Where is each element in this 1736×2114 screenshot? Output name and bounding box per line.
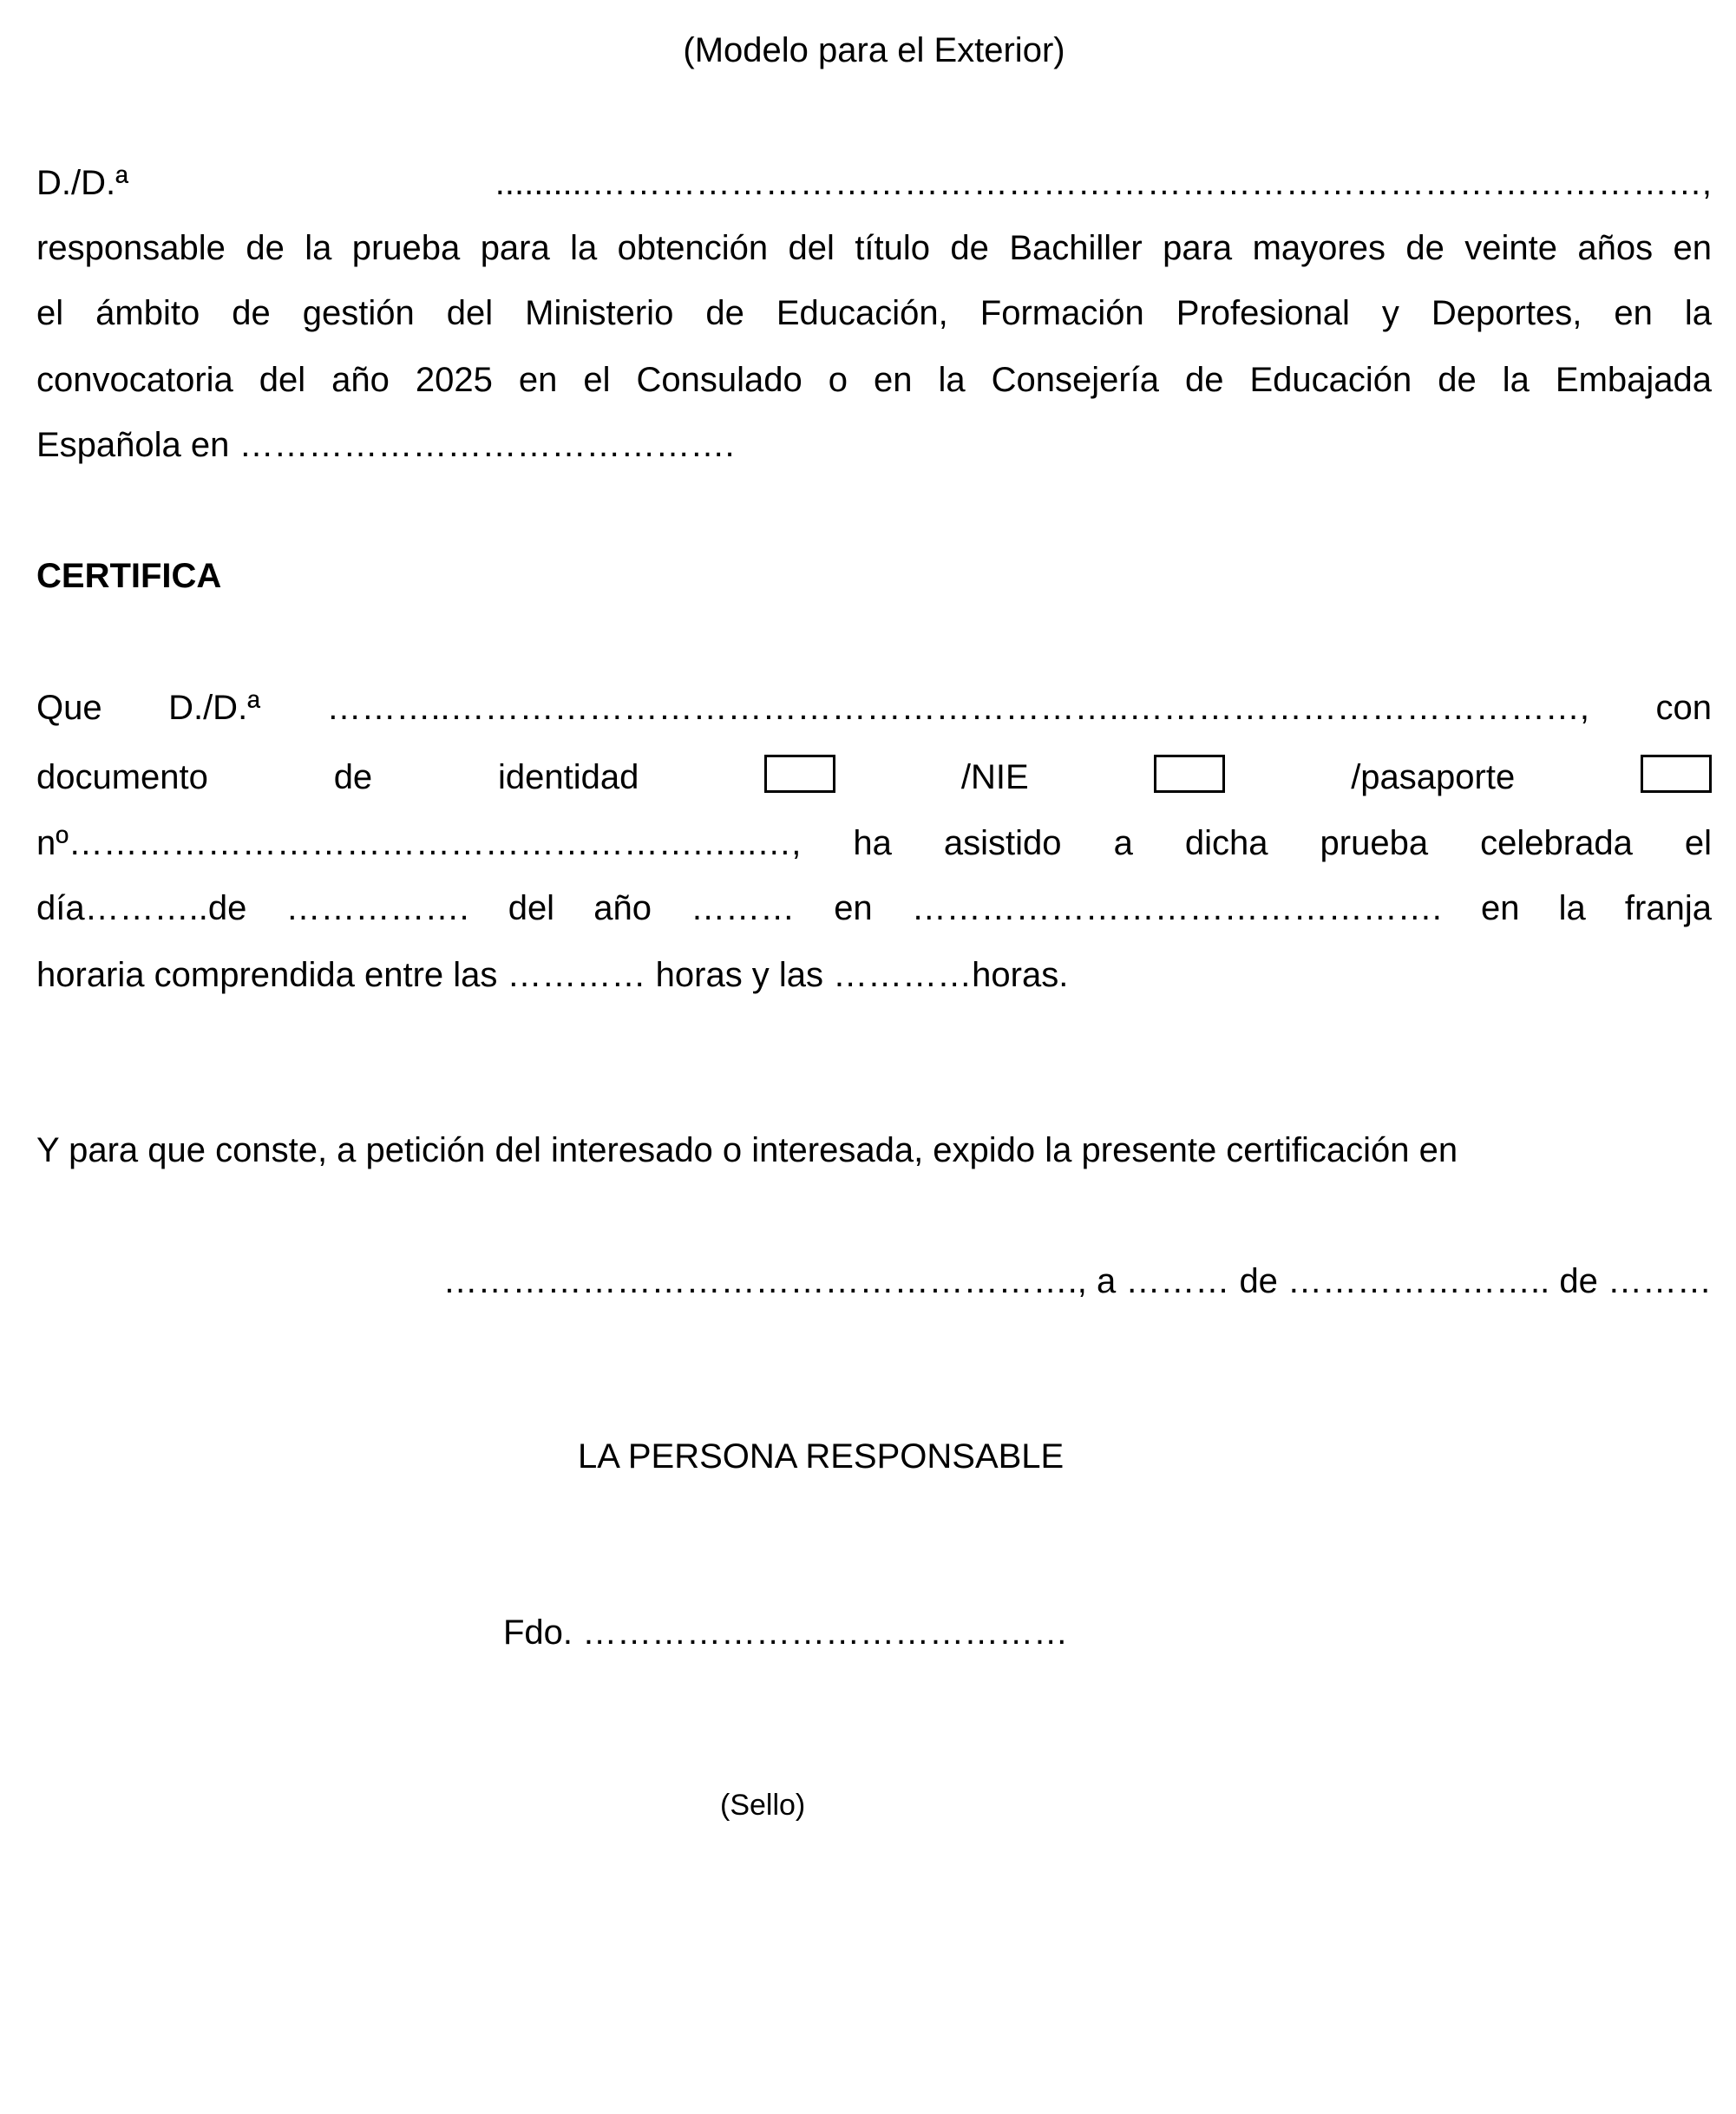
nie-checkbox[interactable] [1154, 755, 1225, 793]
nie-label: /NIE [960, 758, 1029, 796]
name-blank[interactable]: ..........……………………………………………………………………………………, [495, 164, 1712, 202]
doc-label: documento [36, 758, 208, 796]
passport-checkbox[interactable] [1641, 755, 1712, 793]
attendee-blank[interactable]: ………..…………………………………………………..…………………………………, [326, 689, 1590, 727]
document-type-line [36, 751, 1712, 803]
passport-label: /pasaporte [1351, 758, 1516, 796]
certifica-heading: CERTIFICA [36, 557, 222, 595]
document-subtitle: (Modelo para el Exterior) [683, 31, 1065, 69]
responsible-name-line [36, 157, 1712, 209]
con-label: con [1655, 689, 1712, 727]
body-line-4: día………..de ……………. del año ……… en ………………………………………. en la franja [36, 889, 1712, 927]
seal-label: (Sello) [720, 1789, 806, 1822]
dni-checkbox[interactable] [764, 755, 835, 793]
dni-label: identidad [497, 758, 639, 796]
place-date-line: ………………………………………………., a ……… de ………………….. de ……… [442, 1262, 1712, 1300]
intro-line-2: responsable de la prueba para la obtención del título de Bachiller para mayores de veinte años en [36, 229, 1712, 267]
body-line-3: nº……………………………………………….…..…, ha asistido a dicha prueba celebrada el [36, 824, 1712, 862]
signer-title: LA PERSONA RESPONSABLE [578, 1437, 1065, 1476]
signature-line: Fdo. …………………………………… [503, 1613, 1069, 1652]
attendee-label: D./D.ª [168, 689, 260, 727]
de-label: de [333, 758, 373, 796]
body-line-5: horaria comprendida entre las ………… horas y las …………horas. [36, 956, 1069, 994]
closing-text: Y para que conste, a petición del interesado o interesada, expido la presente certificación en [36, 1131, 1458, 1169]
intro-line-3: el ámbito de gestión del Ministerio de Educación, Formación Profesional y Deportes, en la [36, 294, 1712, 332]
attendee-name-line [36, 682, 1712, 734]
intro-line-5: Española en ……………………………………. [36, 426, 735, 464]
que-label: Que [36, 689, 102, 727]
intro-line-4: convocatoria del año 2025 en el Consulado o en la Consejería de Educación de la Embajada [36, 361, 1712, 399]
name-label: D./D.ª [36, 164, 128, 202]
